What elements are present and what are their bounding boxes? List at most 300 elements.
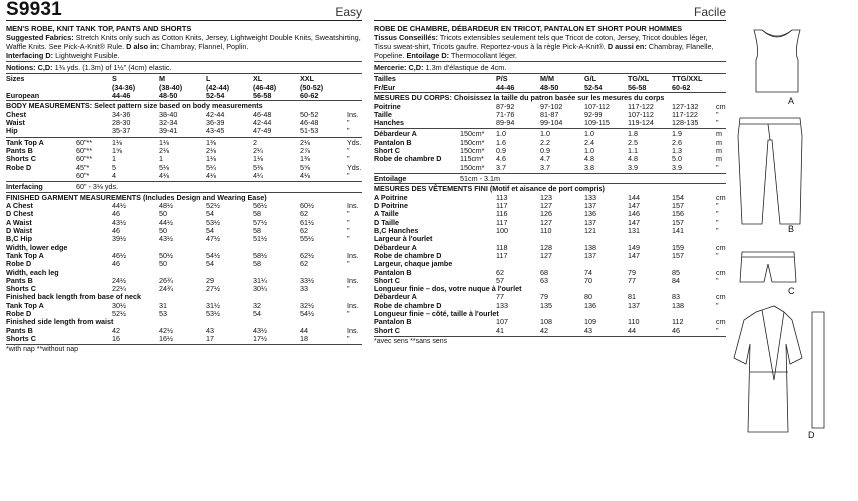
measurement-value: 27½ — [206, 285, 220, 294]
unit: " — [347, 285, 350, 294]
table-cell — [460, 119, 496, 127]
unit: " — [347, 334, 350, 343]
measurement-label: Pants B — [6, 326, 33, 335]
measurement-value: 36-39 — [206, 119, 225, 128]
yardage-value: 3.9 — [672, 163, 682, 172]
measurement-value: 42-44 — [206, 110, 225, 119]
measurement-label: Pantalon B — [374, 318, 412, 327]
unit: " — [716, 251, 719, 260]
measurement-value: 113 — [496, 193, 508, 202]
table-cell — [460, 293, 496, 301]
table-cell — [460, 227, 496, 235]
measurement-value: 39½ — [112, 235, 126, 244]
measurement-label: Tank Top A — [6, 301, 44, 310]
unit: " — [347, 218, 350, 227]
unit: " — [347, 119, 350, 128]
yardage-value: 1.3 — [672, 147, 682, 156]
yardage-value: 1.9 — [672, 130, 682, 139]
subheading: Largeur à l'ourlet — [374, 235, 433, 244]
unit: m — [716, 147, 722, 156]
table-cell — [716, 84, 726, 92]
measurement-value: 83 — [672, 293, 680, 302]
measurement-value: 157 — [672, 202, 684, 211]
yardage-value: 4⅛ — [300, 171, 310, 180]
french-body-table — [374, 103, 726, 128]
yardage-value: 0.9 — [540, 147, 550, 156]
measurement-value: 84 — [672, 276, 680, 285]
english-notions: Notions: C,D: 1⅜ yds. (1.3m) of 1½" (4cm) elastic. — [6, 63, 172, 73]
measurement-value: 33½ — [300, 276, 314, 285]
yardage-value: 1.0 — [496, 130, 506, 139]
unit: " — [347, 155, 350, 164]
table-cell — [460, 84, 496, 92]
table-cell — [460, 75, 496, 83]
table-row — [374, 302, 726, 310]
european-size: 52-54 — [206, 91, 225, 100]
yardage-value: 4.6 — [496, 155, 506, 164]
view-label: Pantalon B — [374, 138, 412, 147]
unit: Ins. — [347, 202, 359, 211]
unit: Ins. — [347, 251, 359, 260]
measurement-value: 128 — [540, 243, 552, 252]
english-yardage-table — [6, 139, 362, 180]
table-row — [374, 277, 726, 285]
english-footnote: *with nap **without nap — [6, 344, 362, 354]
measurement-value: 137 — [628, 301, 640, 310]
measurement-value: 50 — [159, 227, 167, 236]
measurement-value: 79 — [628, 268, 636, 277]
unit: " — [716, 218, 719, 227]
measurement-value: 43-45 — [206, 127, 225, 136]
table-cell — [76, 84, 112, 92]
measurement-value: 54½ — [300, 309, 314, 318]
measurement-value: 117 — [496, 202, 508, 211]
table-cell — [76, 327, 112, 335]
measurement-value: 60½ — [300, 202, 314, 211]
yardage-value: 5¼ — [206, 163, 216, 172]
view-label: Robe D — [6, 163, 32, 172]
measurement-label: Chest — [6, 110, 26, 119]
size-name: M — [159, 75, 165, 84]
measurement-value: 107-112 — [628, 110, 654, 119]
english-size-table — [6, 75, 362, 100]
table-row — [6, 183, 362, 191]
measurement-value: 107 — [496, 318, 508, 327]
measurement-value: 16 — [112, 334, 120, 343]
table-row — [6, 293, 362, 301]
size-name: S — [112, 75, 117, 84]
measurement-value: 133 — [584, 193, 596, 202]
measurement-value: 43 — [206, 326, 214, 335]
unit: " — [716, 110, 719, 119]
table-cell — [76, 235, 112, 243]
table-row — [374, 227, 726, 235]
yardage-value: 3.8 — [584, 163, 594, 172]
yardage-value: 4⅛ — [159, 171, 169, 180]
table-row — [374, 155, 726, 163]
measurement-value: 123 — [540, 193, 552, 202]
table-cell — [460, 202, 496, 210]
measurement-value: 33 — [300, 285, 308, 294]
measurement-value: 127-132 — [672, 102, 699, 111]
measurement-value: 97-102 — [540, 102, 563, 111]
english-finished-table — [6, 202, 362, 343]
measurement-value: 53½ — [206, 218, 220, 227]
unit: " — [716, 326, 719, 335]
measurement-value: 18 — [300, 334, 308, 343]
yardage-value: 1⅛ — [253, 155, 263, 164]
measurement-value: 51-53 — [300, 127, 319, 136]
measurement-value: 58 — [253, 260, 261, 269]
measurement-label: Taille — [374, 110, 392, 119]
measurement-value: 46-48 — [253, 110, 272, 119]
measurement-value: 137 — [584, 218, 596, 227]
subheading: Finished back length from base of neck — [6, 293, 141, 302]
european-size: 48-50 — [540, 83, 559, 92]
measurement-value: 146 — [628, 210, 640, 219]
sizes-label: Tailles — [374, 75, 396, 84]
table-row — [374, 111, 726, 119]
english-column — [6, 0, 362, 354]
table-row — [6, 84, 362, 92]
measurement-value: 17 — [206, 334, 214, 343]
table-row — [6, 202, 362, 210]
measurement-label: Shorts C — [6, 334, 36, 343]
measurement-value: 136 — [584, 210, 596, 219]
table-row — [374, 235, 726, 243]
table-cell — [76, 111, 112, 119]
size-name: G/L — [584, 75, 596, 84]
french-fabrics: Tissus Conseillés: Tricots extensibles seulement tels que Tricot de coton, Jersey, Tricot doubles léger, Tissu sweat-shirt, Tricots gaufre. Reportez-vous à la règle Pick-A-Knit®. D aussi en: Chambray, Flanelle, Popeline. Entoilage D: Thermocollant léger. — [374, 33, 714, 61]
measurement-label: D Waist — [6, 227, 33, 236]
european-size: 44-46 — [496, 83, 515, 92]
yardage-value: 5.0 — [672, 155, 682, 164]
table-cell — [460, 252, 496, 260]
unit: " — [716, 301, 719, 310]
measurement-label: Pants B — [6, 276, 33, 285]
unit: " — [347, 235, 350, 244]
unit: " — [716, 227, 719, 236]
table-row — [6, 244, 362, 252]
table-row — [6, 302, 362, 310]
yardage-value: 4 — [112, 171, 116, 180]
measurement-value: 62 — [300, 260, 308, 269]
measurement-value: 43½ — [253, 326, 267, 335]
english-finished-heading: FINISHED GARMENT MEASUREMENTS (Includes Design and Wearing Ease) — [6, 192, 362, 203]
yardage-value: 2¼ — [253, 147, 263, 156]
measurement-label: A Poitrine — [374, 193, 408, 202]
measurement-value: 117 — [496, 251, 508, 260]
table-row — [6, 111, 362, 119]
table-cell — [76, 219, 112, 227]
measurement-value: 53 — [159, 309, 167, 318]
view-label: Tank Top A — [6, 138, 44, 147]
table-row — [374, 285, 726, 293]
table-row — [6, 260, 362, 268]
table-row — [374, 260, 726, 268]
difficulty-level-fr: Facile — [693, 5, 726, 19]
table-row — [374, 219, 726, 227]
measurement-value: 30½ — [112, 301, 126, 310]
table-cell — [76, 302, 112, 310]
view-label: Débardeur A — [374, 130, 417, 139]
yardage-value: 1⅛ — [112, 138, 122, 147]
yardage-value: 4⅛ — [206, 171, 216, 180]
measurement-value: 135 — [540, 301, 552, 310]
english-title: MEN'S ROBE, KNIT TANK TOP, PANTS AND SHORTS — [6, 24, 192, 33]
measurement-value: 42-44 — [253, 119, 272, 128]
yardage-value: 3.9 — [628, 163, 638, 172]
subheading: Largeur, chaque jambe — [374, 260, 453, 269]
measurement-value: 42½ — [159, 326, 173, 335]
table-row — [6, 227, 362, 235]
table-row — [6, 252, 362, 260]
european-size: 52-54 — [584, 83, 603, 92]
table-cell — [460, 244, 496, 252]
table-row — [374, 269, 726, 277]
measurement-value: 156 — [672, 210, 684, 219]
table-cell — [76, 75, 112, 83]
french-notions: Mercerie: C,D: 1.3m d'élastique de 4cm. — [374, 63, 507, 73]
table-row — [374, 84, 726, 92]
table-row — [6, 139, 362, 147]
size-range: (42-44) — [206, 83, 230, 92]
table-row — [6, 277, 362, 285]
table-row — [374, 210, 726, 218]
measurement-value: 107-112 — [584, 102, 610, 111]
french-column — [374, 0, 726, 346]
measurement-value: 53½ — [206, 309, 220, 318]
measurement-value: 43 — [584, 326, 592, 335]
table-row — [374, 310, 726, 318]
robe-illustration — [734, 306, 824, 432]
unit: " — [347, 127, 350, 136]
fabric-width: 60"** — [76, 155, 93, 164]
measurement-value: 157 — [672, 218, 684, 227]
view-label: Short C — [374, 147, 400, 156]
measurement-value: 61½ — [300, 218, 314, 227]
measurement-value: 43½ — [112, 218, 126, 227]
measurement-value: 46-48 — [300, 119, 319, 128]
european-label: European — [6, 91, 40, 100]
unit: Ins. — [347, 110, 359, 119]
measurement-value: 77 — [628, 276, 636, 285]
measurement-value: 117-122 — [628, 102, 654, 111]
unit: " — [716, 276, 719, 285]
european-size: 56-58 — [253, 91, 272, 100]
measurement-value: 24½ — [112, 276, 126, 285]
table-row — [374, 119, 726, 127]
unit: cm — [716, 193, 726, 202]
fabric-width: 60"* — [76, 171, 90, 180]
difficulty-level: Easy — [335, 5, 362, 19]
figure-label-d: D — [808, 430, 815, 440]
size-range: (34-36) — [112, 83, 136, 92]
measurement-value: 31¼ — [253, 276, 267, 285]
yardage-value: 1⅛ — [206, 155, 216, 164]
measurement-value: 116 — [496, 210, 508, 219]
unit: Ins. — [347, 276, 359, 285]
size-name: XL — [253, 75, 263, 84]
measurement-value: 39-41 — [159, 127, 178, 136]
unit: " — [716, 119, 719, 128]
unit: cm — [716, 293, 726, 302]
measurement-value: 127 — [540, 218, 552, 227]
measurement-value: 109 — [584, 318, 596, 327]
table-cell — [716, 75, 726, 83]
measurement-value: 46 — [112, 227, 120, 236]
table-cell — [460, 194, 496, 202]
measurement-value: 34-36 — [112, 110, 131, 119]
measurement-value: 81-87 — [540, 110, 559, 119]
measurement-value: 48½ — [159, 202, 173, 211]
english-body-heading: BODY MEASUREMENTS: Select pattern size based on body measurements — [6, 100, 362, 111]
measurement-value: 58 — [253, 227, 261, 236]
table-cell — [76, 202, 112, 210]
table-cell — [76, 119, 112, 127]
measurement-value: 62 — [496, 268, 504, 277]
yardage-value: 1 — [159, 155, 163, 164]
subheading: Longueur finie – côté, taille à l'ourlet — [374, 309, 499, 318]
table-cell — [460, 302, 496, 310]
measurement-label: D Chest — [6, 210, 34, 219]
european-size: 48-50 — [159, 91, 178, 100]
european-size: 44-46 — [112, 91, 131, 100]
shorts-illustration — [740, 252, 796, 282]
unit: " — [716, 202, 719, 211]
fabric-width: 150cm* — [460, 138, 485, 147]
table-row — [6, 164, 362, 172]
measurement-value: 62 — [300, 210, 308, 219]
measurement-value: 28-30 — [112, 119, 131, 128]
measurement-value: 56½ — [253, 202, 267, 211]
yardage-value: 5⅛ — [159, 163, 169, 172]
table-row — [6, 269, 362, 277]
table-cell — [76, 210, 112, 218]
measurement-value: 52½ — [206, 202, 220, 211]
measurement-value: 80 — [584, 293, 592, 302]
table-cell — [76, 127, 112, 135]
measurement-label: Waist — [6, 119, 25, 128]
measurement-label: B,C Hanches — [374, 227, 419, 236]
measurement-value: 54 — [253, 309, 261, 318]
measurement-value: 127 — [540, 202, 552, 211]
table-row — [374, 103, 726, 111]
measurement-value: 71-76 — [496, 110, 515, 119]
measurement-value: 58 — [253, 210, 261, 219]
fabric-width: 150cm* — [460, 130, 485, 139]
measurement-value: 89-94 — [496, 119, 515, 128]
measurement-value: 44 — [628, 326, 636, 335]
measurement-value: 44½ — [159, 218, 173, 227]
fabric-width: 115cm* — [460, 155, 484, 164]
measurement-label: Short C — [374, 276, 400, 285]
measurement-value: 138 — [672, 301, 684, 310]
measurement-label: Short C — [374, 326, 400, 335]
view-label — [6, 172, 76, 180]
french-finished-table — [374, 194, 726, 335]
measurement-value: 50-52 — [300, 110, 319, 119]
unit: cm — [716, 243, 726, 252]
measurement-value: 79 — [540, 293, 548, 302]
table-row — [6, 335, 362, 343]
fabric-width: 60"** — [76, 147, 93, 156]
measurement-value: 57 — [496, 276, 504, 285]
table-row — [6, 235, 362, 243]
measurement-label: Débardeur A — [374, 293, 417, 302]
measurement-value: 77 — [496, 293, 504, 302]
measurement-value: 149 — [628, 243, 640, 252]
measurement-value: 32-34 — [159, 119, 178, 128]
measurement-value: 147 — [628, 218, 640, 227]
measurement-value: 131 — [628, 227, 640, 236]
yardage-value: 2⅞ — [300, 147, 310, 156]
unit: cm — [716, 102, 726, 111]
measurement-value: 46½ — [112, 251, 126, 260]
measurement-value: 159 — [672, 243, 684, 252]
measurement-value: 138 — [584, 243, 596, 252]
sizes-label: Sizes — [6, 75, 25, 84]
measurement-label: Shorts C — [6, 285, 36, 294]
measurement-value: 26¾ — [159, 276, 173, 285]
fabric-width: 150cm* — [460, 163, 485, 172]
table-row — [6, 285, 362, 293]
table-row — [374, 244, 726, 252]
yardage-value: 4.7 — [540, 155, 550, 164]
unit: Yds. — [347, 163, 362, 172]
table-row — [6, 327, 362, 335]
measurement-value: 31½ — [206, 301, 220, 310]
french-size-table — [374, 75, 726, 92]
yardage-value: 2.5 — [628, 138, 638, 147]
measurement-value: 137 — [584, 251, 596, 260]
table-row — [6, 75, 362, 83]
measurement-value: 24¾ — [159, 285, 173, 294]
table-row — [6, 310, 362, 318]
garment-illustrations-svg — [732, 0, 858, 496]
yardage-value: 2.4 — [584, 138, 594, 147]
yardage-value: 1.0 — [584, 130, 594, 139]
yardage-value: 1⅝ — [112, 147, 122, 156]
table-row — [374, 252, 726, 260]
table-row — [374, 318, 726, 326]
unit: " — [347, 210, 350, 219]
measurement-value: 118 — [496, 243, 508, 252]
measurement-label: D Taille — [374, 218, 400, 227]
table-row — [6, 172, 362, 180]
yardage-value: 1.1 — [628, 147, 638, 156]
measurement-value: 46 — [672, 326, 680, 335]
size-name: TG/XL — [628, 75, 650, 84]
measurement-label: Tank Top A — [6, 251, 44, 260]
measurement-value: 141 — [672, 227, 684, 236]
table-row — [374, 147, 726, 155]
measurement-value: 54 — [206, 210, 214, 219]
measurement-value: 58½ — [253, 251, 267, 260]
table-row — [6, 92, 362, 100]
unit: Ins. — [347, 326, 359, 335]
unit: " — [347, 147, 350, 156]
interfacing-label: Entoilage — [374, 174, 407, 183]
yardage-value: 2⅛ — [159, 147, 169, 156]
table-row — [6, 210, 362, 218]
fabric-width: 60"** — [76, 138, 93, 147]
subheading: Width, each leg — [6, 268, 59, 277]
measurement-value: 85 — [672, 268, 680, 277]
unit: " — [347, 260, 350, 269]
measurement-value: 57½ — [253, 218, 267, 227]
yardage-value: 5 — [112, 163, 116, 172]
